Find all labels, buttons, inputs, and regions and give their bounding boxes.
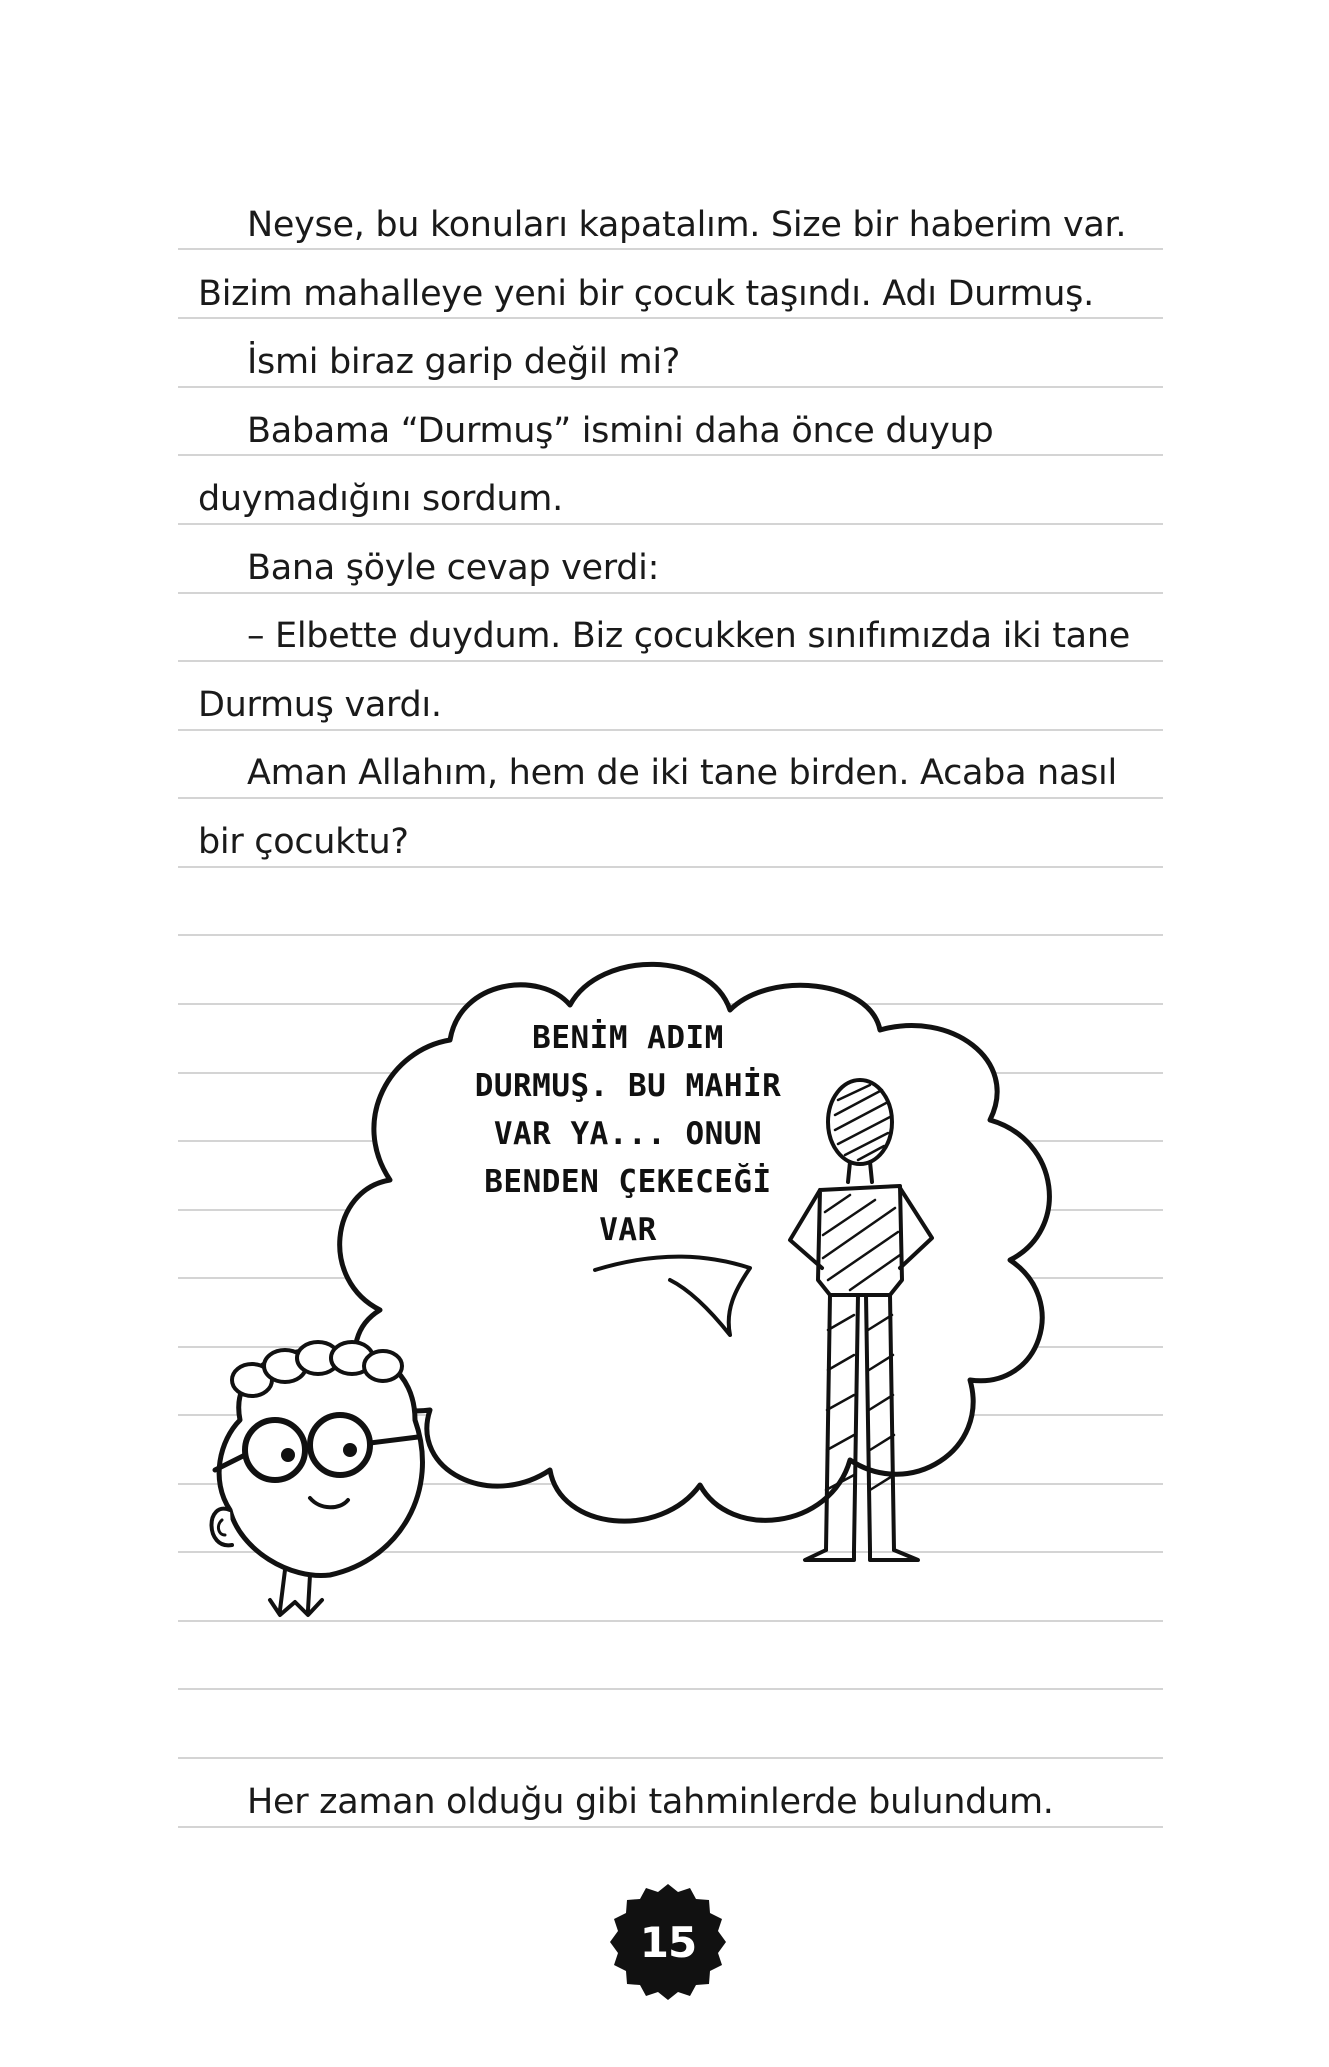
text-line: Babama “Durmuş” ismini daha önce duyup [247,411,994,451]
ruled-line [178,317,1163,319]
bubble-line: BENİM ADIM [532,1020,724,1056]
ruled-line [178,866,1163,868]
ruled-line [178,729,1163,731]
text-line: İsmi biraz garip değil mi? [247,342,681,382]
ruled-line [178,386,1163,388]
bubble-line: VAR [599,1212,657,1248]
text-line: duymadığını sordum. [198,479,563,519]
text-line: – Elbette duydum. Biz çocukken sınıfımızda iki tane [247,616,1130,656]
ruled-line [178,1757,1163,1759]
ruled-line [178,934,1163,936]
glasses [245,1420,305,1480]
speech-bubble-text [458,1014,798,1254]
text-line: Aman Allahım, hem de iki tane birden. Acaba nasıl [247,753,1117,793]
text-line: Durmuş vardı. [198,685,442,725]
bubble-line: DURMUŞ. BU MAHİR [474,1068,782,1104]
text-line: Bana şöyle cevap verdi: [247,548,660,588]
ruled-line [178,660,1163,662]
closing-line: Her zaman olduğu gibi tahminlerde bulundum. [247,1782,1054,1822]
ruled-line [178,248,1163,250]
text-line: Bizim mahalleye yeni bir çocuk taşındı. Adı Durmuş. [198,274,1094,314]
page-number: 15 [639,1917,697,1967]
ruled-line [178,1688,1163,1690]
bubble-line: BENDEN ÇEKECEĞİ [484,1164,772,1200]
ruled-line [178,592,1163,594]
text-line: Neyse, bu konuları kapatalım. Size bir haberim var. [247,205,1127,245]
ruled-line [178,454,1163,456]
text-line: bir çocuktu? [198,822,409,862]
ruled-line [178,797,1163,799]
bubble-line: VAR YA... ONUN [493,1116,763,1152]
ruled-line [178,523,1163,525]
ruled-line [178,1826,1163,1828]
